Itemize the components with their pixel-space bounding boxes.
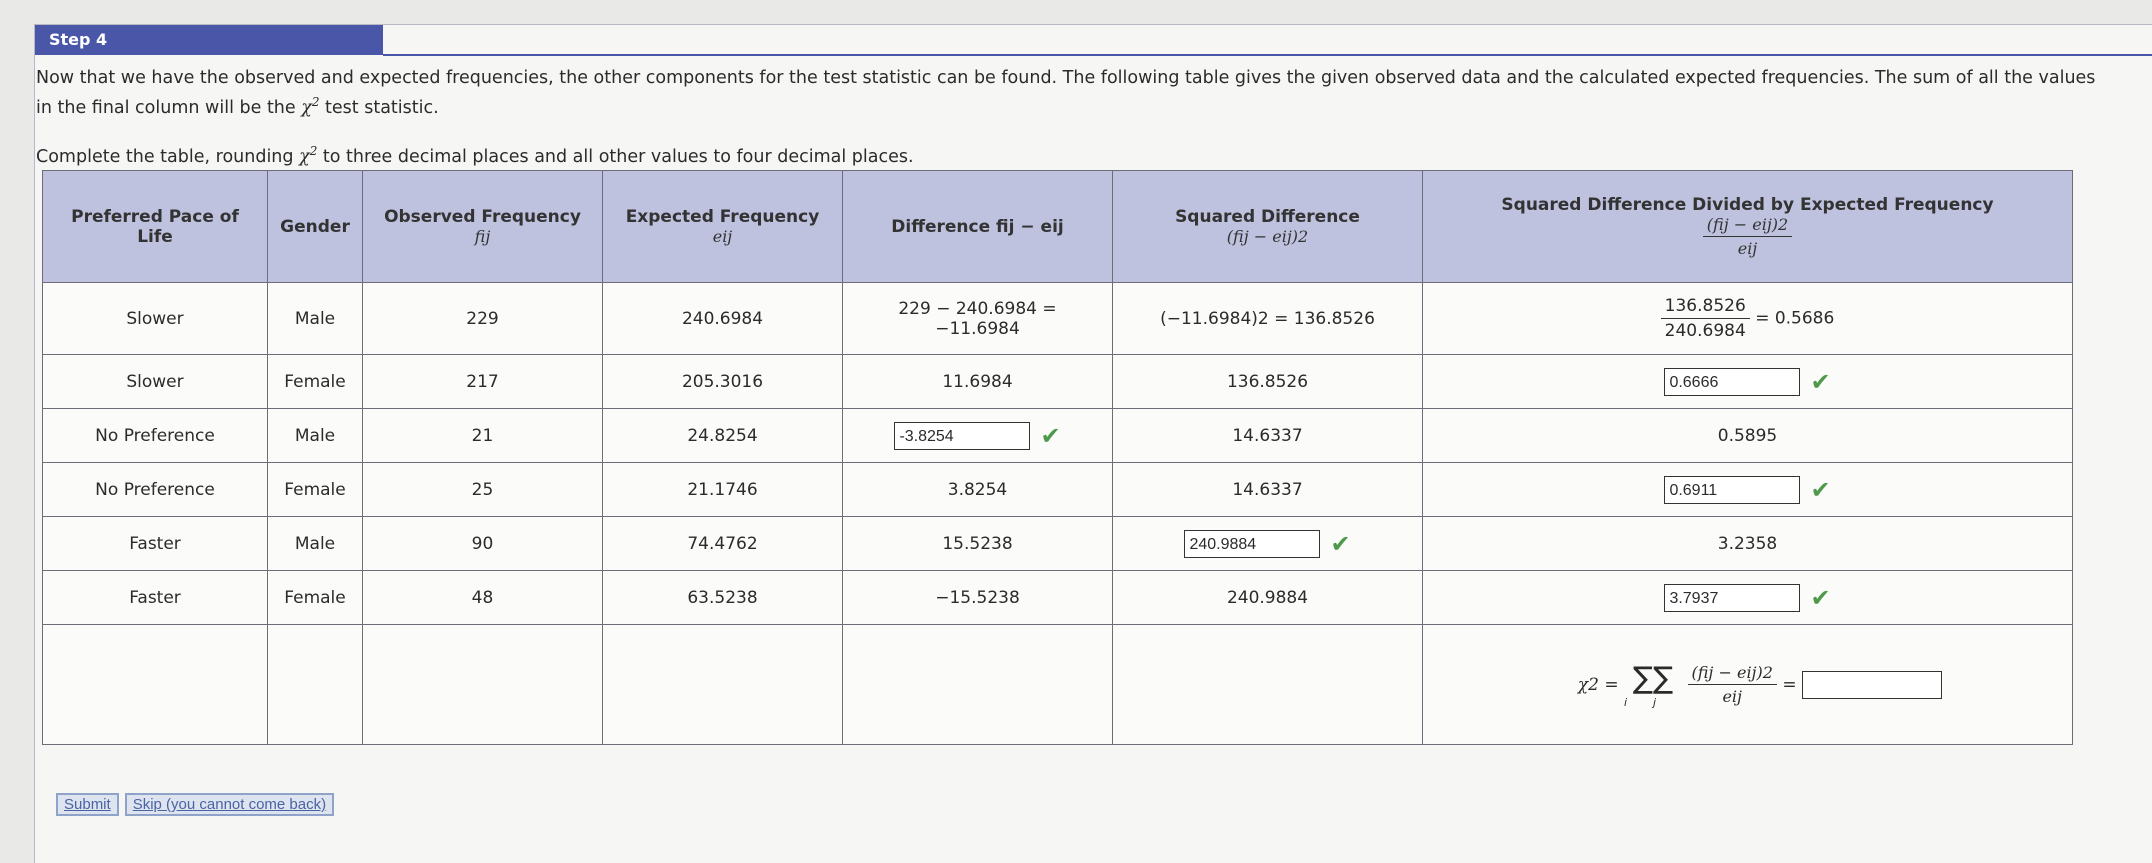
cell-divided: 3.2358 xyxy=(1423,517,2073,571)
difference-input[interactable]: -3.8254 xyxy=(894,422,1030,450)
header-row xyxy=(43,171,2073,283)
chi-square-answer-input[interactable] xyxy=(1802,671,1942,699)
cell-difference: 11.6984 xyxy=(843,355,1113,409)
empty-cell xyxy=(43,625,268,745)
squared-input[interactable]: 240.9884 xyxy=(1184,530,1320,558)
chi-square-cell xyxy=(1423,625,2073,745)
table-row xyxy=(43,409,2073,463)
cell-squared: 136.8526 xyxy=(1113,355,1423,409)
chi-symbol: $\chi^2$ xyxy=(301,95,320,118)
divided-input[interactable]: 3.7937 xyxy=(1664,584,1800,612)
summation-symbol xyxy=(1624,661,1682,709)
cell-gender: Female xyxy=(268,355,363,409)
col-header-gender: Gender xyxy=(268,171,363,283)
col-header-difference: Difference fij − eij xyxy=(843,171,1113,283)
cell-expected: 74.4762 xyxy=(603,517,843,571)
cell-observed: 21 xyxy=(363,409,603,463)
cell-pace: No Preference xyxy=(43,463,268,517)
divided-result: = 0.5686 xyxy=(1755,308,1835,329)
table-row xyxy=(43,571,2073,625)
divided-work-fraction xyxy=(1661,296,1750,341)
cell-observed: 229 xyxy=(363,283,603,355)
cell-squared: (−11.6984)2 = 136.8526 xyxy=(1113,283,1423,355)
observed-label: Observed Frequency xyxy=(384,207,581,227)
cell-divided xyxy=(1423,463,2073,517)
cell-observed: 25 xyxy=(363,463,603,517)
check-icon: ✔ xyxy=(1040,421,1061,450)
squared-label: Squared Difference xyxy=(1175,207,1360,227)
cell-expected: 24.8254 xyxy=(603,409,843,463)
intro-text-2: test statistic. xyxy=(319,97,439,118)
cell-expected: 205.3016 xyxy=(603,355,843,409)
submit-button[interactable]: Submit xyxy=(56,793,119,816)
cell-divided xyxy=(1423,355,2073,409)
cell-difference: −15.5238 xyxy=(843,571,1113,625)
observed-symbol: fij xyxy=(474,227,491,246)
table-row xyxy=(43,355,2073,409)
empty-cell xyxy=(363,625,603,745)
col-header-divided xyxy=(1423,171,2073,283)
cell-gender: Male xyxy=(268,283,363,355)
check-icon: ✔ xyxy=(1810,583,1831,612)
cell-expected: 63.5238 xyxy=(603,571,843,625)
check-icon: ✔ xyxy=(1810,367,1831,396)
cell-divided xyxy=(1423,571,2073,625)
cell-pace: Slower xyxy=(43,355,268,409)
table-row xyxy=(43,463,2073,517)
cell-difference xyxy=(843,283,1113,355)
chi-square-label: χ2 = xyxy=(1577,674,1619,695)
cell-divided xyxy=(1423,283,2073,355)
cell-divided: 0.5895 xyxy=(1423,409,2073,463)
empty-cell xyxy=(1113,625,1423,745)
col-header-squared xyxy=(1113,171,1423,283)
chi-denominator: eij xyxy=(1722,687,1742,706)
chi-numerator: (fij − eij)2 xyxy=(1688,663,1777,685)
cell-observed: 217 xyxy=(363,355,603,409)
divided-input[interactable]: 0.6911 xyxy=(1664,476,1800,504)
table-row xyxy=(43,283,2073,355)
action-buttons xyxy=(56,793,340,816)
fraction-numerator: 136.8526 xyxy=(1661,296,1750,319)
cell-gender: Male xyxy=(268,517,363,571)
equals-sign: = xyxy=(1782,674,1797,695)
fraction-denominator: 240.6984 xyxy=(1664,321,1746,341)
col-header-expected xyxy=(603,171,843,283)
empty-cell xyxy=(843,625,1113,745)
cell-expected: 21.1746 xyxy=(603,463,843,517)
summation-indices xyxy=(1624,696,1682,709)
empty-cell xyxy=(603,625,843,745)
divided-fraction xyxy=(1703,215,1792,258)
skip-button[interactable]: Skip (you cannot come back) xyxy=(125,793,334,816)
empty-cell xyxy=(268,625,363,745)
chi-square-row xyxy=(43,625,2073,745)
step-divider xyxy=(383,54,2152,56)
divided-input[interactable]: 0.6666 xyxy=(1664,368,1800,396)
expected-symbol: eij xyxy=(712,227,733,246)
squared-symbol: (fij − eij)2 xyxy=(1226,227,1309,246)
col-header-observed xyxy=(363,171,603,283)
chi-square-fraction xyxy=(1688,663,1777,706)
sigma-icon: ∑∑ xyxy=(1632,660,1674,696)
check-icon: ✔ xyxy=(1330,529,1351,558)
cell-squared: 14.6337 xyxy=(1113,463,1423,517)
table-row xyxy=(43,517,2073,571)
instruction-text-1: Complete the table, rounding xyxy=(36,146,300,167)
cell-squared: 14.6337 xyxy=(1113,409,1423,463)
col-header-pace: Preferred Pace of Life xyxy=(43,171,268,283)
cell-squared: 240.9884 xyxy=(1113,571,1423,625)
index-j: j xyxy=(1653,695,1683,709)
cell-gender: Male xyxy=(268,409,363,463)
cell-pace: Slower xyxy=(43,283,268,355)
cell-pace: Faster xyxy=(43,517,268,571)
cell-gender: Female xyxy=(268,463,363,517)
step-tab: Step 4 xyxy=(35,25,383,55)
instruction-text-2: to three decimal places and all other values to four decimal places. xyxy=(317,146,914,167)
difference-result: −11.6984 xyxy=(935,318,1020,339)
cell-difference: 3.8254 xyxy=(843,463,1113,517)
divided-numerator: (fij − eij)2 xyxy=(1703,215,1792,237)
intro-text-1: Now that we have the observed and expected frequencies, the other components for the test statistic can be found. The following table gives the given observed data and the calculated expected frequencies. The sum of all the values in the final column will be the xyxy=(36,68,2096,118)
index-i: i xyxy=(1623,695,1654,709)
instruction xyxy=(36,144,914,167)
intro-paragraph xyxy=(36,66,2096,120)
cell-pace: No Preference xyxy=(43,409,268,463)
difference-work: 229 − 240.6984 = xyxy=(898,298,1057,319)
chi-square-table xyxy=(42,170,2073,745)
cell-difference: 15.5238 xyxy=(843,517,1113,571)
check-icon: ✔ xyxy=(1810,475,1831,504)
cell-gender: Female xyxy=(268,571,363,625)
chi-symbol: $\chi^2$ xyxy=(299,144,318,167)
cell-expected: 240.6984 xyxy=(603,283,843,355)
divided-label: Squared Difference Divided by Expected Frequency xyxy=(1501,195,1994,215)
expected-label: Expected Frequency xyxy=(625,207,820,227)
cell-observed: 90 xyxy=(363,517,603,571)
cell-difference xyxy=(843,409,1113,463)
cell-pace: Faster xyxy=(43,571,268,625)
cell-squared xyxy=(1113,517,1423,571)
cell-observed: 48 xyxy=(363,571,603,625)
divided-denominator: eij xyxy=(1737,239,1758,258)
